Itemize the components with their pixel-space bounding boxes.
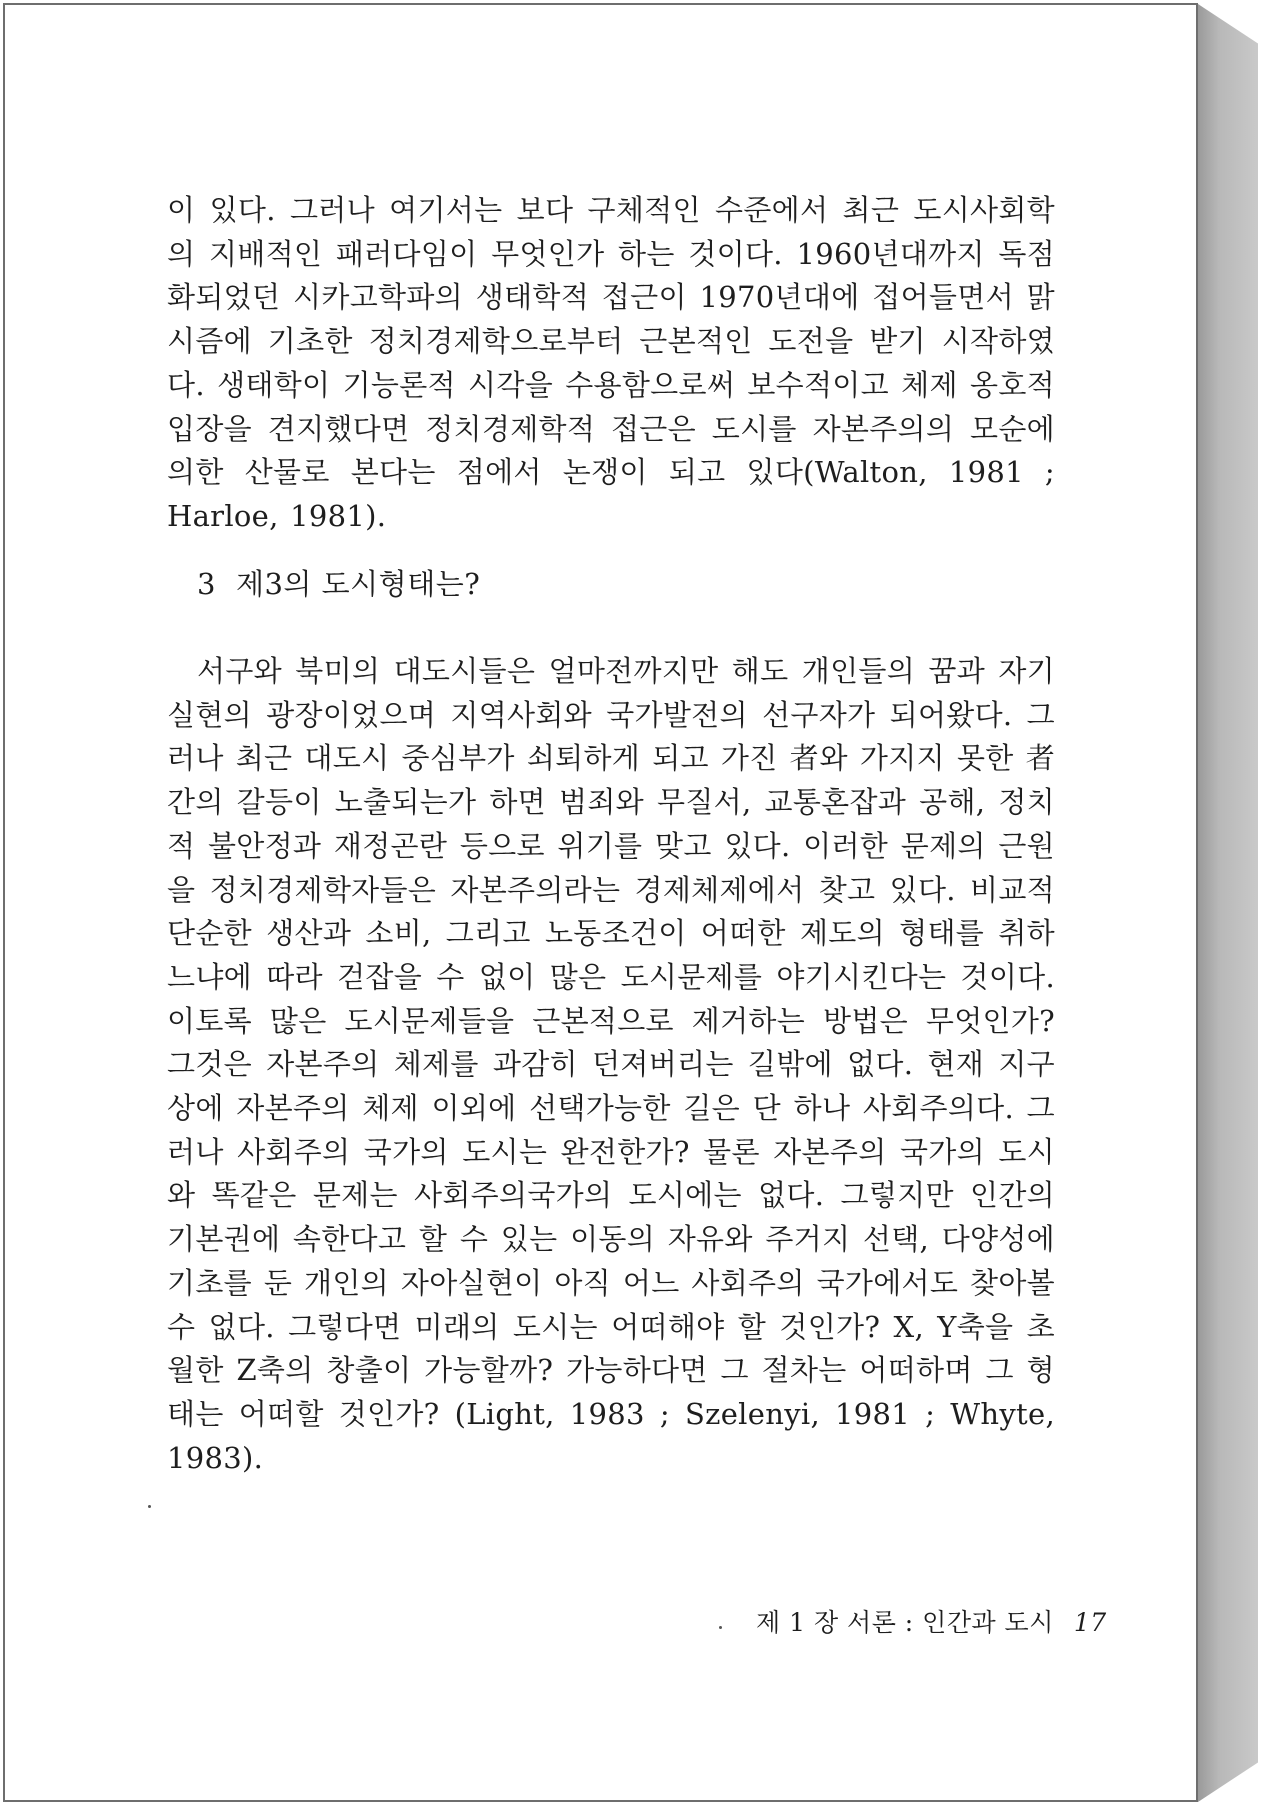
scan-speck (719, 1626, 722, 1629)
section-number: 3 (197, 567, 216, 601)
paragraph-main: 서구와 북미의 대도시들은 얼마전까지만 해도 개인들의 꿈과 자기실현의 광장이었으며 지역사회와 국가발전의 선구자가 되어왔다. 그러나 최근 대도시 중심부가 쇠퇴하게 되고 가진 者와 가지지 못한 者 간의 갈등이 노출되는가 하면 범죄와 무질서, 교통혼잡과 공해, 정치적 불안정과 재정곤란 등으로 위기를 맞고 있다. 이러한 문제의 근원을 정치경제학자들은 자본주의라는 경제체제에서 찾고 있다. 비교적 단순한 생산과 소비, 그리고 노동조건이 어떠한 제도의 형태를 취하느냐에 따라 걷잡을 수 없이 많은 도시문제를 야기시킨다는 것이다. 이토록 많은 도시문제들을 근본적으로 제거하는 방법은 무엇인가? 그것은 자본주의 체제를 과감히 던져버리는 길밖에 없다. 현재 지구상에 자본주의 체제 이외에 선택가능한 길은 단 하나 사회주의다. 그러나 사회주의 국가의 도시는 완전한가? 물론 자본주의 국가의 도시와 똑같은 문제는 사회주의국가의 도시에는 없다. 그렇지만 인간의 기본권에 속한다고 할 수 있는 이동의 자유와 주거지 선택, 다양성에 기초를 둔 개인의 자아실현이 아직 어느 사회주의 국가에서도 찾아볼 수 없다. 그렇다면 미래의 도시는 어떠해야 할 것인가? X, Y축을 초월한 Z축의 창출이 가능할까? 가능하다면 그 절차는 어떠하며 그 형태는 어떠할 것인가? (Light, 1983 ; Szelenyi, 1981 ; Whyte, 1983). (167, 654, 1055, 1475)
footer-chapter-title: 제 1 장 서론 : 인간과 도시 (756, 1608, 1054, 1637)
page-stack-edge (1198, 4, 1258, 1802)
running-footer (756, 1603, 1107, 1639)
section-title: 제3의 도시형태는? (235, 567, 481, 601)
paragraph-intro: 이 있다. 그러나 여기서는 보다 구체적인 수준에서 최근 도시사회학의 지배적인 패러다임이 무엇인가 하는 것이다. 1960년대까지 독점화되었던 시카고학파의 생태학적 접근이 1970년대에 접어들면서 맑시즘에 기초한 정치경제학으로부터 근본적인 도전을 받기 시작하였다. 생태학이 기능론적 시각을 수용함으로써 보수적이고 체제 옹호적 입장을 견지했다면 정치경제학적 접근은 도시를 자본주의의 모순에 의한 산물로 본다는 점에서 논쟁이 되고 있다(Walton, 1981 ; Harloe, 1981). (167, 193, 1055, 533)
scan-speck (148, 1505, 151, 1508)
section-heading (197, 562, 480, 603)
page-number: 17 (1073, 1608, 1107, 1637)
